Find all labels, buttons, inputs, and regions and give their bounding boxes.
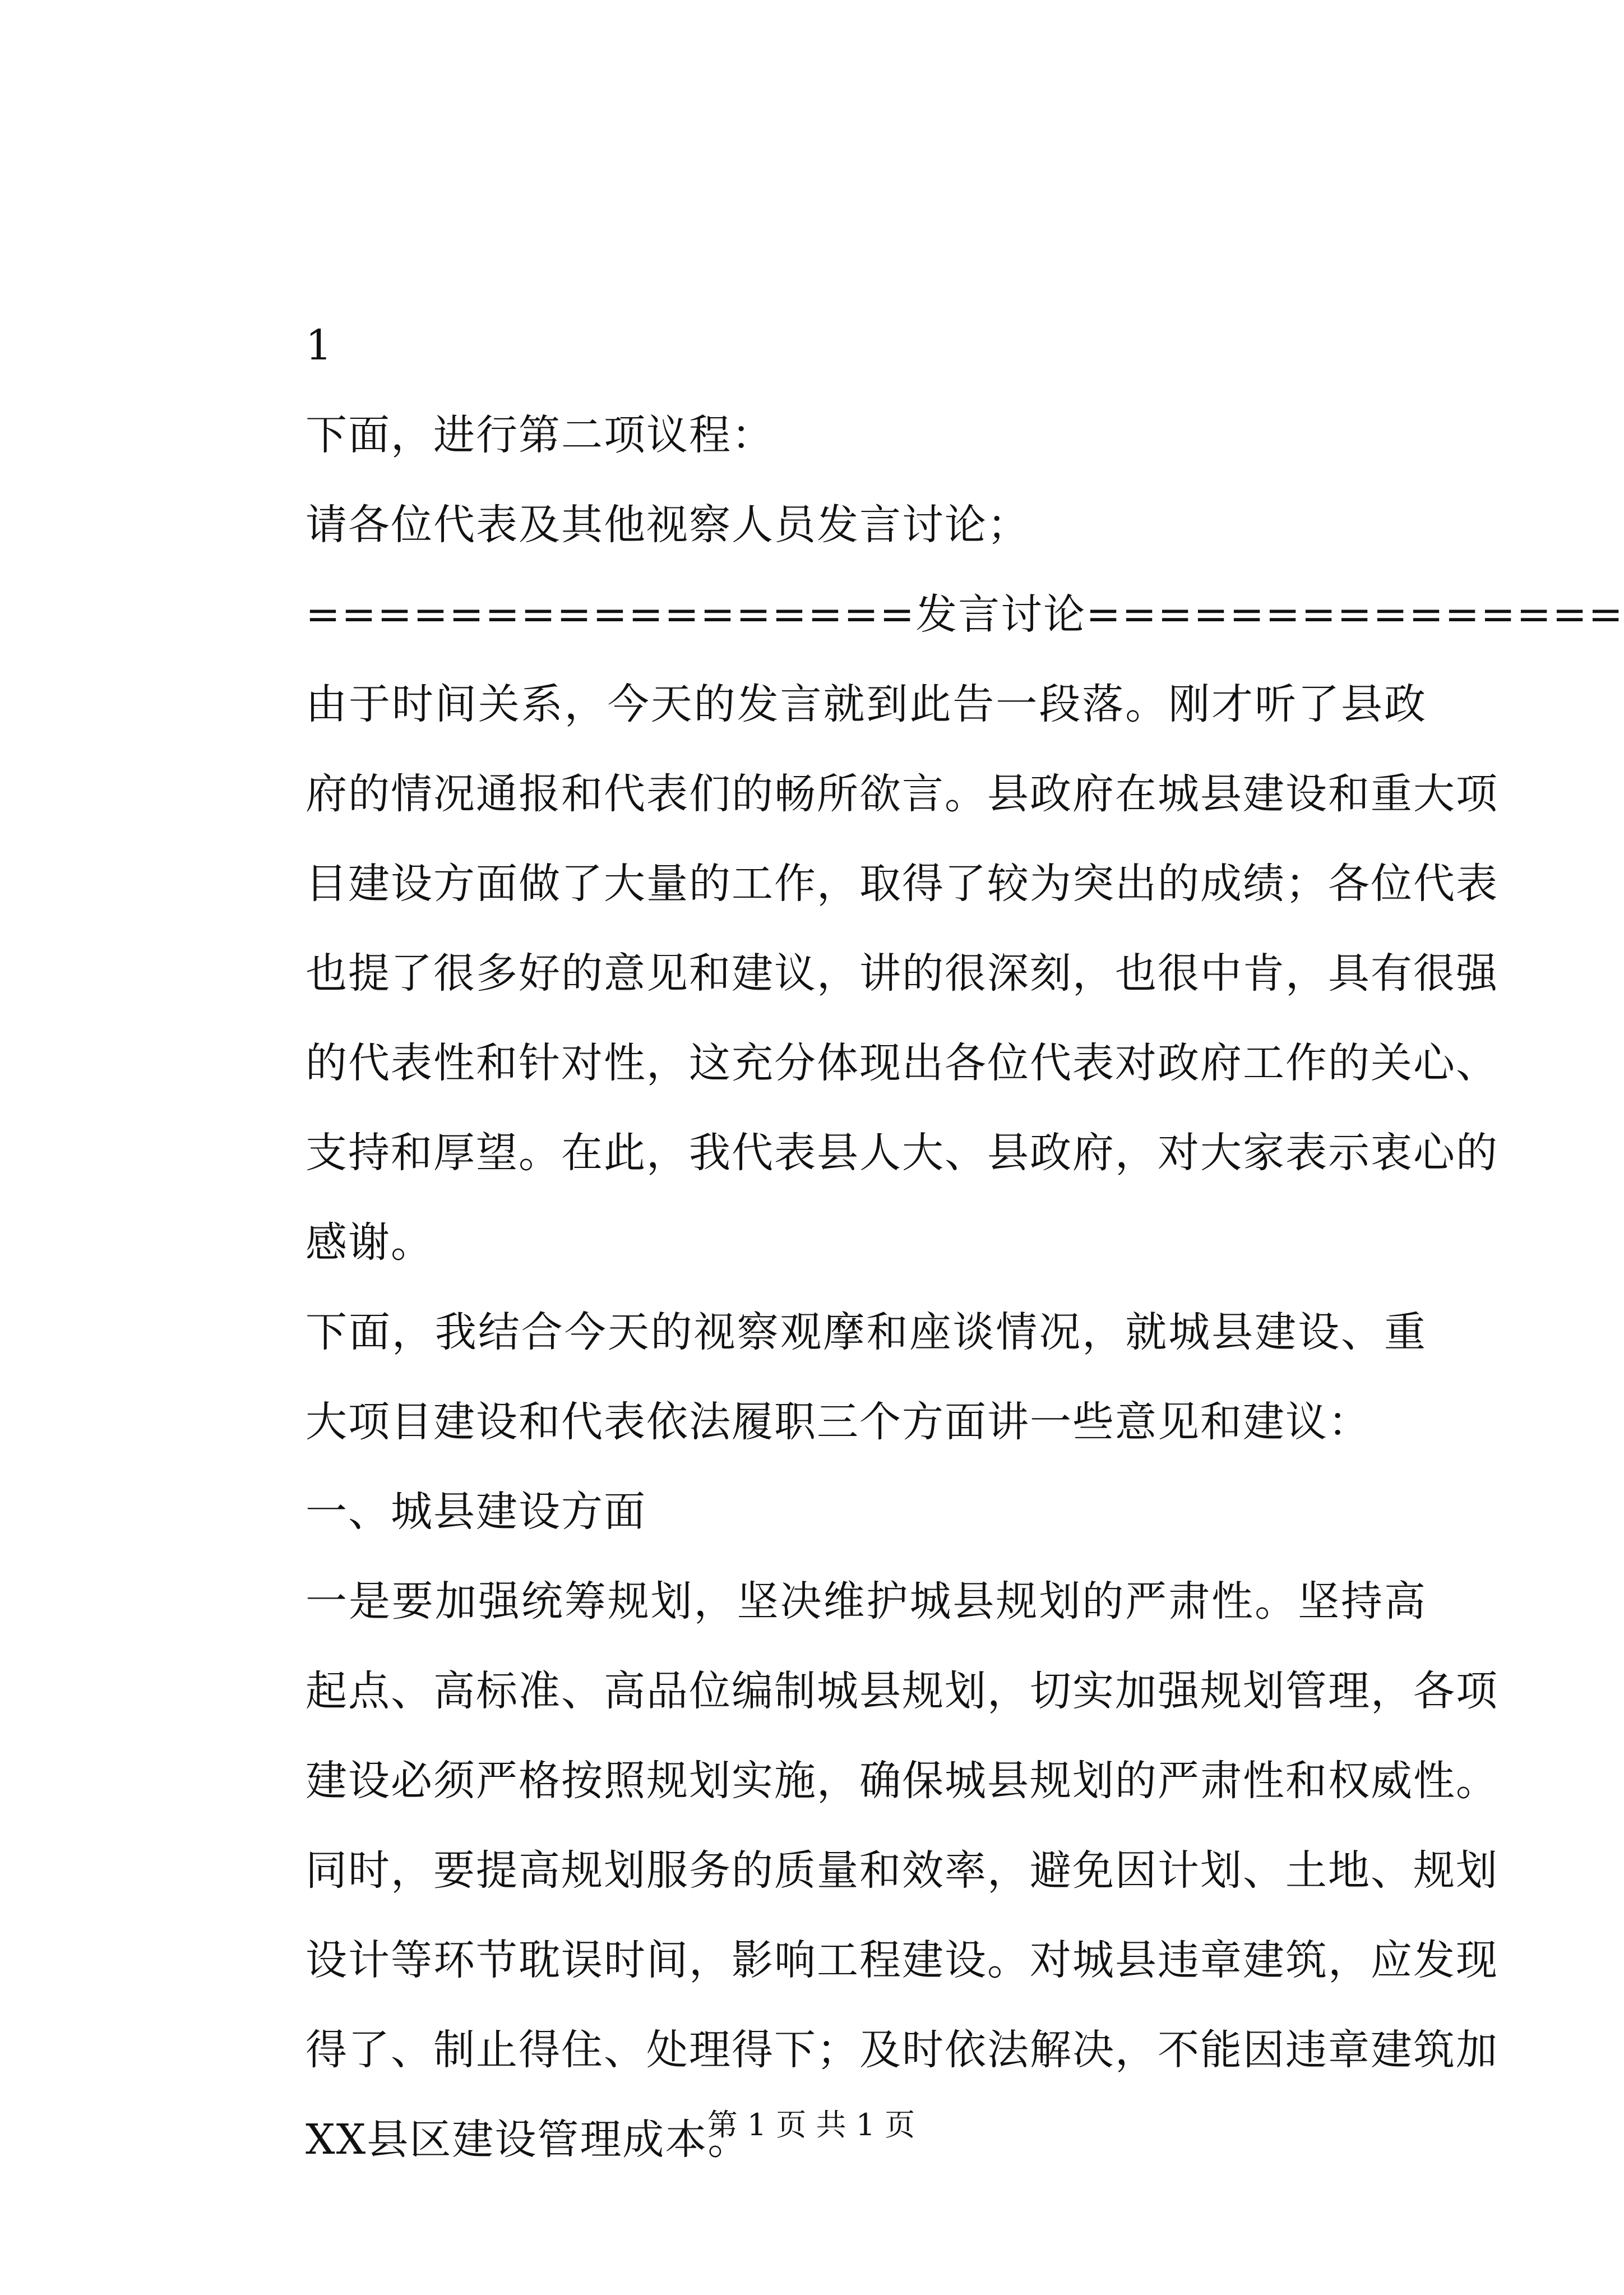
paragraph-line: 起点、高标准、高品位编制城县规划，切实加强规划管理，各项 [306,1667,1498,1715]
page-footer: 第 1 页 共 1 页 [707,2107,915,2142]
paragraph-line: 的代表性和针对性，这充分体现出各位代表对政府工作的关心、 [306,1039,1498,1087]
paragraph-line: 由于时间关系，今天的发言就到此告一段落。刚才听了县政 [306,680,1427,728]
paragraph-line: 得了、制止得住、处理得下；及时依法解决，不能因违章建筑加 [306,2026,1498,2074]
page-number-line: 1 [306,321,334,370]
paragraph-line: 目建设方面做了大量的工作，取得了较为突出的成绩；各位代表 [306,860,1498,908]
paragraph-line: XX县区建设管理成本。 [306,2116,751,2164]
paragraph-line: 大项目建设和代表依法履职三个方面讲一些意见和建议： [306,1398,1371,1446]
paragraph-line: 设计等环节耽误时间，影响工程建设。对城县违章建筑，应发现 [306,1936,1498,1984]
paragraph-line: 感谢。 [306,1218,433,1267]
paragraph-line: 府的情况通报和代表们的畅所欲言。县政府在城县建设和重大项 [306,770,1498,818]
discussion-separator: =================发言讨论=============== [306,590,1624,639]
paragraph-line: 一是要加强统筹规划，坚决维护城县规划的严肃性。坚持高 [306,1577,1427,1626]
discussion-invite: 请各位代表及其他视察人员发言讨论； [306,501,1030,549]
paragraph-line: 支持和厚望。在此，我代表县人大、县政府，对大家表示衷心的 [306,1129,1498,1177]
paragraph-line: 也提了很多好的意见和建议，讲的很深刻，也很中肯，具有很强 [306,949,1498,998]
paragraph-line: 下面，我结合今天的视察观摩和座谈情况，就城县建设、重 [306,1308,1427,1356]
document-body [306,301,1624,2185]
section-heading: 一、城县建设方面 [306,1488,646,1536]
paragraph-line: 同时，要提高规划服务的质量和效率，避免因计划、土地、规划 [306,1846,1498,1895]
agenda-heading: 下面，进行第二项议程： [306,411,774,459]
paragraph-line: 建设必须严格按照规划实施，确保城县规划的严肃性和权威性。 [306,1757,1498,1805]
